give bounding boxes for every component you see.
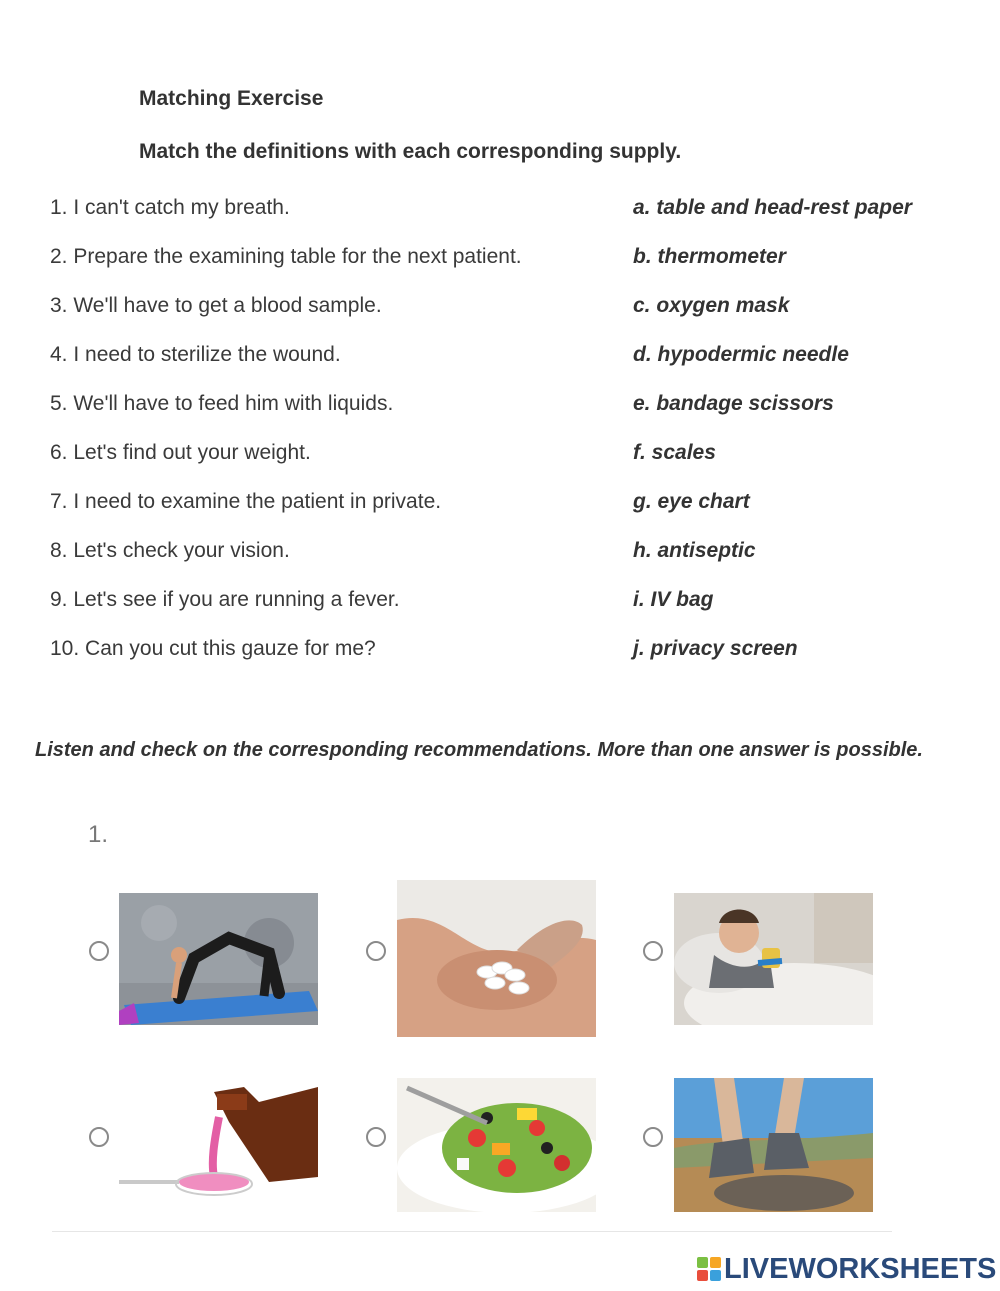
definition-item: 3. We'll have to get a blood sample. — [50, 294, 382, 317]
page-title: Matching Exercise — [139, 87, 324, 110]
option-radio-stretching[interactable] — [89, 941, 109, 961]
definition-item: 5. We'll have to feed him with liquids. — [50, 392, 394, 415]
liveworksheets-logo — [697, 1252, 996, 1286]
option-radio-rest[interactable] — [643, 941, 663, 961]
brand-name: LIVEWORKSHEETS — [724, 1253, 997, 1285]
supply-item: a. table and head-rest paper — [633, 196, 912, 219]
definition-item: 7. I need to examine the patient in private. — [50, 490, 442, 513]
divider — [52, 1231, 892, 1232]
sick-man-resting-image[interactable] — [674, 893, 873, 1025]
definition-item: 6. Let's find out your weight. — [50, 441, 311, 464]
option-radio-pills[interactable] — [366, 941, 386, 961]
supply-item: e. bandage scissors — [633, 392, 834, 415]
supply-item: d. hypodermic needle — [633, 343, 849, 366]
cough-syrup-image[interactable] — [119, 1082, 318, 1212]
stretching-exercise-image[interactable] — [119, 893, 318, 1025]
supply-item: i. IV bag — [633, 588, 714, 611]
option-radio-hiking[interactable] — [643, 1127, 663, 1147]
supply-item: c. oxygen mask — [633, 294, 790, 317]
option-radio-salad[interactable] — [366, 1127, 386, 1147]
matching-instruction: Match the definitions with each corresponding supply. — [139, 140, 682, 163]
definition-item: 9. Let's see if you are running a fever. — [50, 588, 400, 611]
salad-plate-image[interactable] — [397, 1078, 596, 1212]
definition-item: 2. Prepare the examining table for the next patient. — [50, 245, 522, 268]
supply-item: j. privacy screen — [633, 637, 798, 660]
supply-item: h. antiseptic — [633, 539, 756, 562]
option-radio-syrup[interactable] — [89, 1127, 109, 1147]
supply-item: g. eye chart — [633, 490, 750, 513]
hiking-boots-image[interactable] — [674, 1078, 873, 1212]
definition-item: 10. Can you cut this gauze for me? — [50, 637, 376, 660]
definition-item: 1. I can't catch my breath. — [50, 196, 290, 219]
definition-item: 4. I need to sterilize the wound. — [50, 343, 341, 366]
question-number: 1. — [88, 821, 109, 848]
supply-item: f. scales — [633, 441, 716, 464]
listening-instruction: Listen and check on the corresponding recommendations. More than one answer is possible. — [35, 739, 923, 761]
supply-item: b. thermometer — [633, 245, 786, 268]
pills-in-hand-image[interactable] — [397, 880, 596, 1037]
definition-item: 8. Let's check your vision. — [50, 539, 290, 562]
logo-blocks-icon — [697, 1257, 721, 1281]
